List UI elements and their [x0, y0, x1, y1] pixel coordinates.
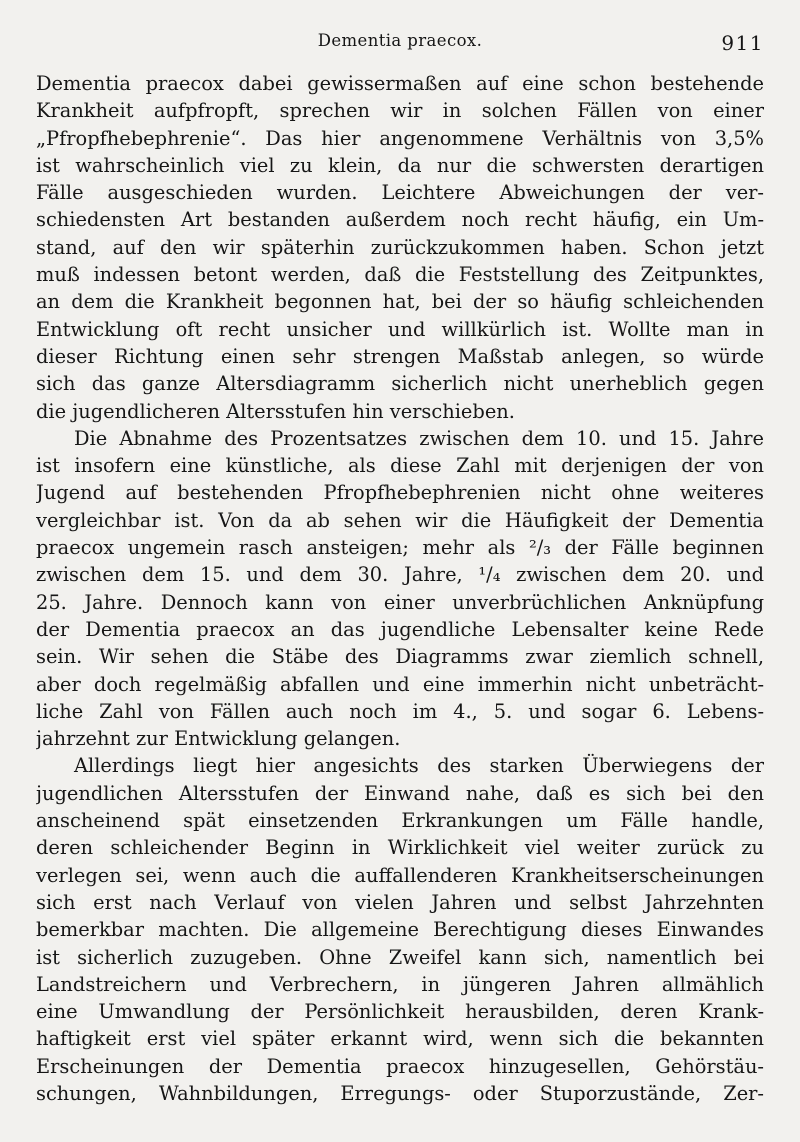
page-number: 911 — [721, 31, 764, 55]
text-line: Fälle ausgeschieden wurden. Leichtere Abweichungen der ver- — [36, 181, 764, 205]
text-line: ist wahrscheinlich viel zu klein, da nur die schwersten derartigen — [36, 153, 764, 177]
text-line: sich das ganze Altersdiagramm sicherlich nicht unerheblich gegen — [36, 372, 764, 396]
running-header — [36, 31, 764, 55]
text-line: „Pfropfhebephrenie“. Das hier angenommene Verhältnis von 3,5% — [36, 126, 764, 150]
running-title: Dementia praecox. — [317, 31, 483, 50]
text-line: schungen, Wahnbildungen, Erregungs- oder Stuporzustände, Zer- — [36, 1081, 764, 1105]
text-line: haftigkeit erst viel später erkannt wird, wenn sich die bekannten — [36, 1027, 764, 1051]
text-line: verlegen sei, wenn auch die auffallenderen Krankheitserscheinungen — [36, 863, 764, 887]
text-line: eine Umwandlung der Persönlichkeit herausbilden, deren Krank- — [36, 1000, 764, 1024]
text-line: Allerdings liegt hier angesichts des starken Überwiegens der — [74, 754, 764, 778]
text-line: an dem die Krankheit begonnen hat, bei der so häufig schleichenden — [36, 290, 764, 314]
text-line: Erscheinungen der Dementia praecox hinzugesellen, Gehörstäu- — [36, 1054, 764, 1078]
paragraph-2 — [36, 425, 764, 753]
text-line: ist insofern eine künstliche, als diese Zahl mit derjenigen der von — [36, 454, 764, 478]
text-line: Landstreichern und Verbrechern, in jüngeren Jahren allmählich — [36, 972, 764, 996]
text-line: 25. Jahre. Dennoch kann von einer unverbrüchlichen Anknüpfung — [36, 590, 764, 614]
body-text — [36, 70, 764, 1107]
text-line: Krankheit aufpfropft, sprechen wir in solchen Fällen von einer — [36, 99, 764, 123]
text-line: praecox ungemein rasch ansteigen; mehr als ²/₃ der Fälle beginnen — [36, 536, 764, 560]
text-line: sich erst nach Verlauf von vielen Jahren und selbst Jahrzehnten — [36, 890, 764, 914]
paragraph-1 — [36, 70, 764, 425]
text-line: ist sicherlich zuzugeben. Ohne Zweifel kann sich, namentlich bei — [36, 945, 764, 969]
text-line: dieser Richtung einen sehr strengen Maßstab anlegen, so würde — [36, 344, 764, 368]
text-line: aber doch regelmäßig abfallen und eine immerhin nicht unbeträcht- — [36, 672, 764, 696]
text-line: stand, auf den wir späterhin zurückzukommen haben. Schon jetzt — [36, 235, 764, 259]
text-line: sein. Wir sehen die Stäbe des Diagramms zwar ziemlich schnell, — [36, 645, 764, 669]
text-line: vergleichbar ist. Von da ab sehen wir die Häufigkeit der Dementia — [36, 508, 764, 532]
text-line: deren schleichender Beginn in Wirklichkeit viel weiter zurück zu — [36, 836, 764, 860]
text-line: Die Abnahme des Prozentsatzes zwischen dem 10. und 15. Jahre — [74, 426, 764, 450]
text-line: jahrzehnt zur Entwicklung gelangen. — [36, 727, 401, 751]
text-line: schiedensten Art bestanden außerdem noch recht häufig, ein Um- — [36, 208, 764, 232]
text-line: zwischen dem 15. und dem 30. Jahre, ¹/₄ zwischen dem 20. und — [36, 563, 764, 587]
text-line: Entwicklung oft recht unsicher und willkürlich ist. Wollte man in — [36, 317, 764, 341]
text-line: liche Zahl von Fällen auch noch im 4., 5. und sogar 6. Lebens- — [36, 699, 764, 723]
text-line: Dementia praecox dabei gewissermaßen auf eine schon bestehende — [36, 72, 764, 95]
text-line: anscheinend spät einsetzenden Erkrankungen um Fälle handle, — [36, 809, 764, 833]
text-line: muß indessen betont werden, daß die Feststellung des Zeitpunktes, — [36, 263, 764, 287]
text-line: jugendlichen Altersstufen der Einwand nahe, daß es sich bei den — [36, 781, 764, 805]
text-line: die jugendlicheren Altersstufen hin verschieben. — [36, 399, 515, 423]
paragraph-3 — [36, 752, 764, 1107]
text-line: bemerkbar machten. Die allgemeine Berechtigung dieses Einwandes — [36, 918, 764, 942]
text-line: Jugend auf bestehenden Pfropfhebephrenien nicht ohne weiteres — [36, 481, 764, 505]
text-line: der Dementia praecox an das jugendliche Lebensalter keine Rede — [36, 617, 764, 641]
